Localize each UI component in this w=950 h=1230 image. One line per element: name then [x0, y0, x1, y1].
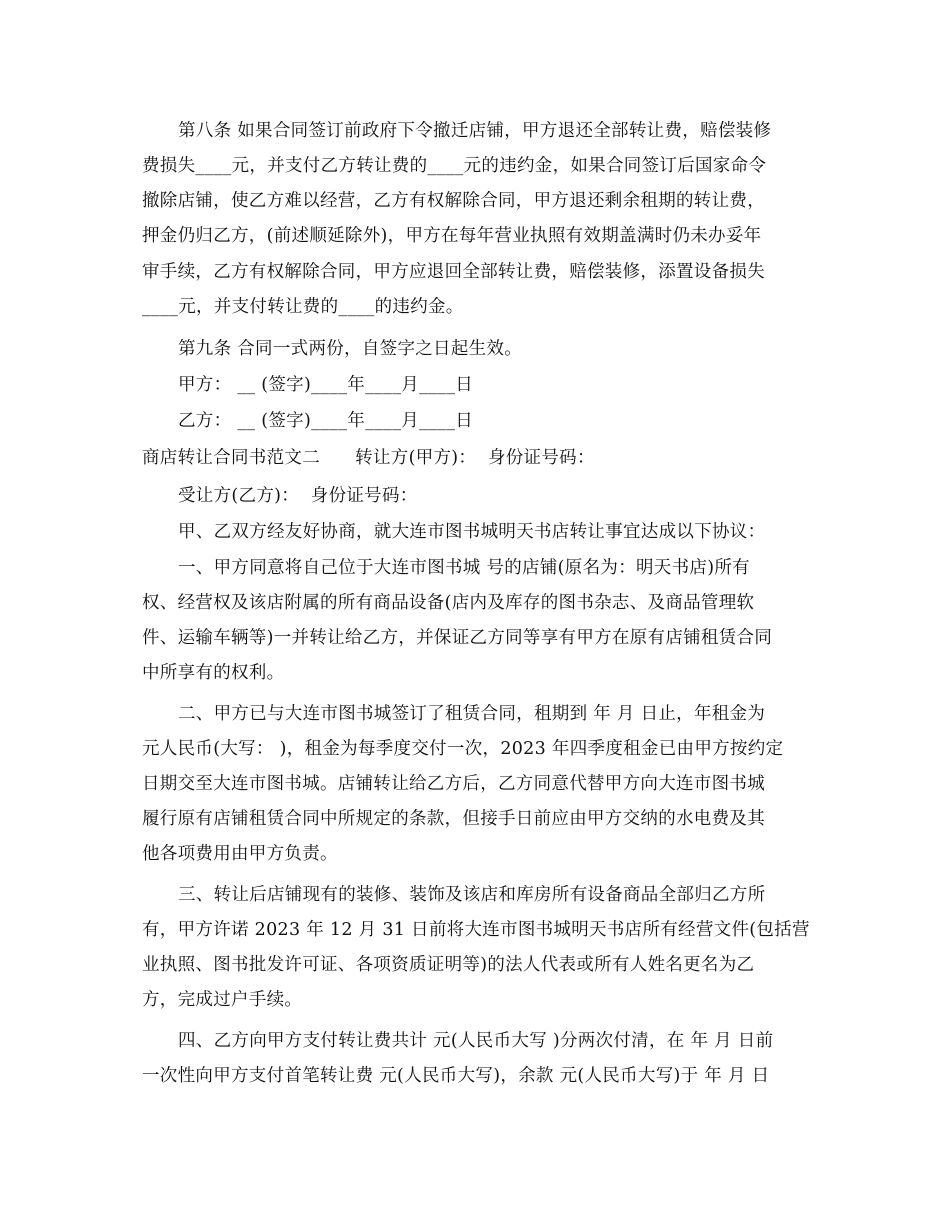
- clause-2-line-1: 二、甲方已与大连市图书城签订了租赁合同，租期到 年 月 日止，年租金为: [178, 704, 766, 724]
- clause-2-line-3: 日期交至大连市图书城。店铺转让给乙方后，乙方同意代替甲方向大连市图书城: [142, 774, 765, 794]
- clause-3-line-3: 业执照、图书批发许可证、各项资质证明等)的法人代表或所有人姓名更名为乙: [142, 955, 755, 975]
- article-8-line-3: 撤除店铺，使乙方难以经营，乙方有权解除合同，甲方退还剩余租期的转让费，: [142, 191, 765, 211]
- article-8-line-2: 费损失____元，并支付乙方转让费的____元的违约金，如果合同签订后国家命令: [142, 156, 767, 176]
- clause-4-line-1: 四、乙方向甲方支付转让费共计 元(人民币大写 )分两次付清，在 年 月 日前: [178, 1031, 774, 1051]
- clause-1-line-1: 一、甲方同意将自己位于大连市图书城 号的店铺(原名为：明天书店)所有: [178, 558, 750, 578]
- party-b-signature-line: 乙方： __ (签字)____年____月____日: [178, 411, 474, 431]
- article-8-line-4: 押金仍归乙方，(前述顺延除外)，甲方在每年营业执照有效期盖满时仍未办妥年: [142, 226, 762, 246]
- clause-2-line-2: 元人民币(大写： )，租金为每季度交付一次，2023 年四季度租金已由甲方按约定: [142, 739, 784, 759]
- clause-2-line-5: 他各项费用由甲方负责。: [142, 844, 338, 864]
- article-8-line-6: ____元，并支付转让费的____的违约金。: [142, 297, 464, 317]
- clause-3-line-2: 有，甲方许诺 2023 年 12 月 31 日前将大连市图书城明天书店所有经营文件(包括营: [142, 920, 810, 940]
- article-9-line: 第九条 合同一式两份，自签字之日起生效。: [178, 339, 523, 359]
- agreement-intro-line: 甲、乙双方经友好协商，就大连市图书城明天书店转让事宜达成以下协议：: [178, 522, 766, 542]
- clause-1-line-4: 中所享有的权利。: [142, 663, 285, 683]
- clause-2-line-4: 履行原有店铺租赁合同中所规定的条款，但接手日前应由甲方交纳的水电费及其: [142, 809, 765, 829]
- clause-3-line-4: 方，完成过户手续。: [142, 990, 303, 1010]
- clause-3-line-1: 三、转让后店铺现有的装修、装饰及该店和库房所有设备商品全部归乙方所: [178, 885, 766, 905]
- clause-1-line-3: 件、运输车辆等)一并转让给乙方，并保证乙方同等享有甲方在原有店铺租赁合同: [142, 628, 773, 648]
- clause-4-line-2: 一次性向甲方支付首笔转让费 元(人民币大写)，余款 元(人民币大写)于 年 月 日: [142, 1066, 770, 1086]
- article-8-line-1: 第八条 如果合同签订前政府下令撤迁店铺，甲方退还全部转让费，赔偿装修: [178, 121, 772, 141]
- party-a-signature-line: 甲方： __ (签字)____年____月____日: [178, 375, 474, 395]
- article-8-line-5: 审手续，乙方有权解除合同，甲方应退回全部转让费，赔偿装修，添置设备损失: [142, 262, 765, 282]
- sample-two-heading-line: 商店转让合同书范文二 转让方(甲方)： 身份证号码：: [142, 448, 595, 468]
- clause-1-line-2: 权、经营权及该店附属的所有商品设备(店内及库存的图书杂志、及商品管理软: [142, 593, 755, 613]
- transferee-line: 受让方(乙方)： 身份证号码：: [178, 486, 418, 506]
